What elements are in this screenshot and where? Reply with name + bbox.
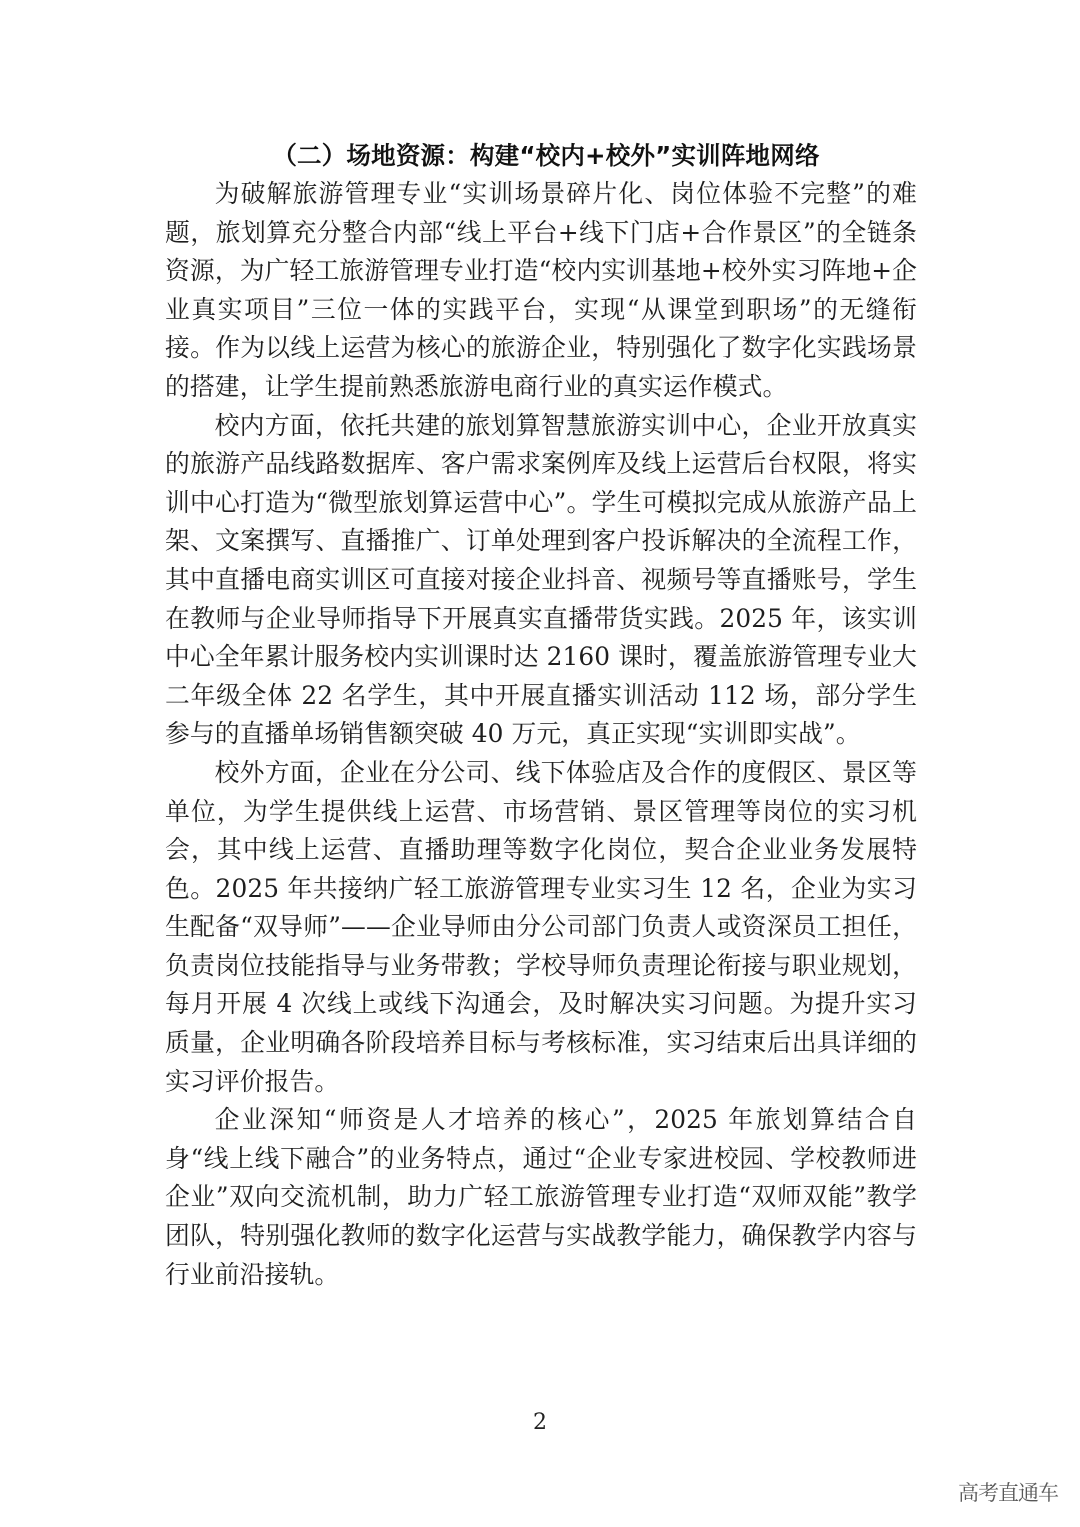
paragraph-off-campus: 校外方面，企业在分公司、线下体验店及合作的度假区、景区等单位，为学生提供线上运营、市场营销、景区管理等岗位的实习机会，其中线上运营、直播助理等数字化岗位，契合企业业务发展特色。2025 年共接纳广轻工旅游管理专业实习生 12 名，企业为实习生配备“双导师”——企业导师由分公司部门负责人或资深员工担任，负责岗位技能指导与业务带教；学校导师负责理论衔接与职业规划，每月开展 4 次线上或线下沟通会，及时解决实习问题。为提升实习质量，企业明确各阶段培养目标与考核标准，实习结束后出具详细的实习评价报告。 (165, 757, 917, 1096)
paragraph-faculty: 企业深知“师资是人才培养的核心”，2025 年旅划算结合自身“线上线下融合”的业务特点，通过“企业专家进校园、学校教师进企业”双向交流机制，助力广轻工旅游管理专业打造“双师双能”教学团队，特别强化教师的数字化运营与实战教学能力，确保教学内容与行业前沿接轨。 (165, 1105, 917, 1289)
paragraph-on-campus: 校内方面，依托共建的旅划算智慧旅游实训中心，企业开放真实的旅游产品线路数据库、客户需求案例库及线上运营后台权限，将实训中心打造为“微型旅划算运营中心”。学生可模拟完成从旅游产品上架、文案撰写、直播推广、订单处理到客户投诉解决的全流程工作，其中直播电商实训区可直接对接企业抖音、视频号等直播账号，学生在教师与企业导师指导下开展真实直播带货实践。2025 年，该实训中心全年累计服务校内实训课时达 2160 课时，覆盖旅游管理专业大二年级全体 22 名学生，其中开展直播实训活动 112 场，部分学生参与的直播单场销售额突破 40 万元，真正实现“实训即实战”。 (165, 410, 917, 749)
document-page (165, 137, 917, 1294)
watermark: 高考直通车 (958, 1481, 1058, 1505)
section-title: （二）场地资源：构建“校内+校外”实训阵地网络 (272, 141, 820, 170)
page-number: 2 (533, 1410, 547, 1435)
paragraph-intro: 为破解旅游管理专业“实训场景碎片化、岗位体验不完整”的难题，旅划算充分整合内部“线上平台+线下门店+合作景区”的全链条资源，为广轻工旅游管理专业打造“校内实训基地+校外实习阵地+企业真实项目”三位一体的实践平台，实现“从课堂到职场”的无缝衔接。作为以线上运营为核心的旅游企业，特别强化了数字化实践场景的搭建，让学生提前熟悉旅游电商行业的真实运作模式。 (165, 179, 917, 401)
